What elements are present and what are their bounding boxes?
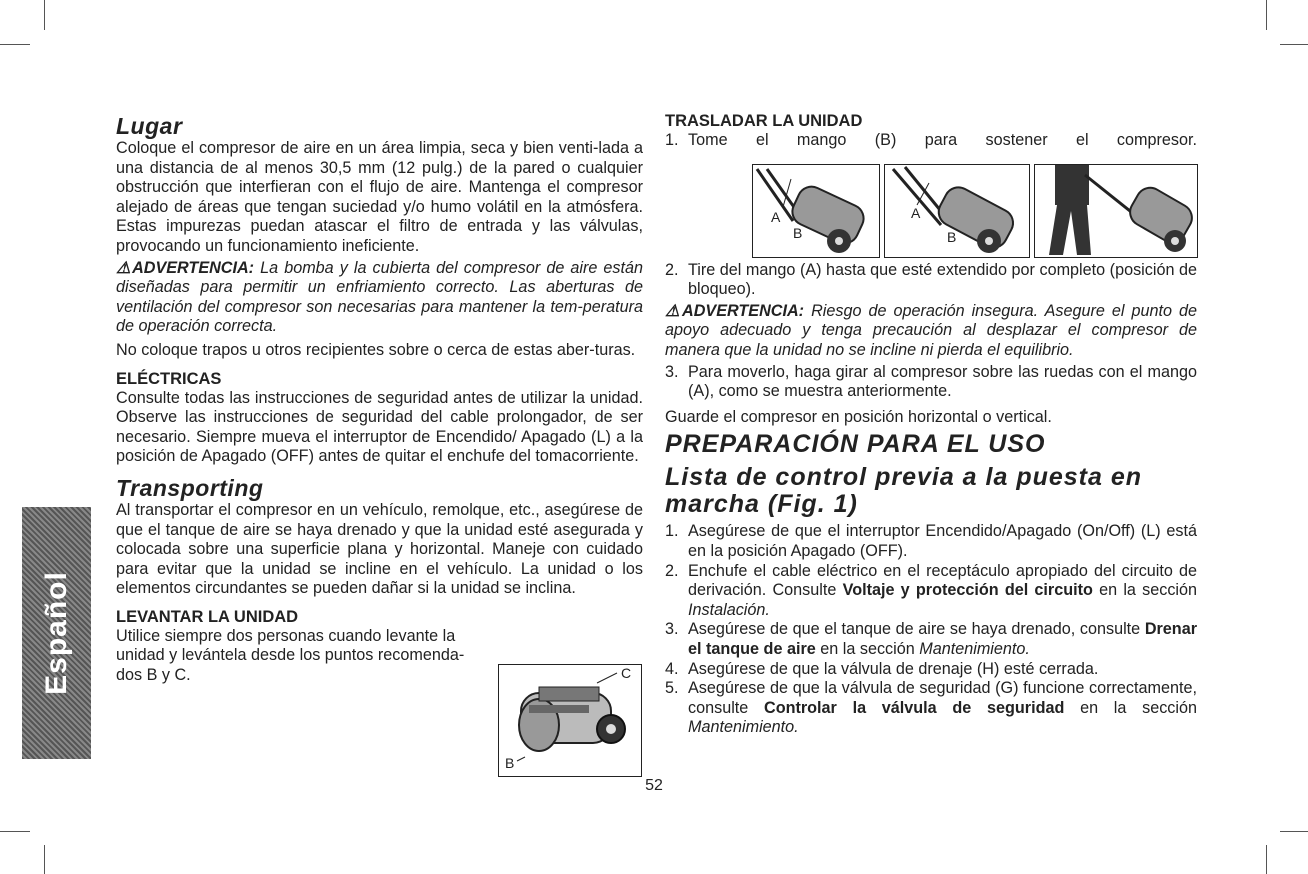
item-text: Para moverlo, haga girar al compresor sobre las ruedas con el mango (A), como se muestra anteriormente. — [688, 362, 1197, 401]
list-item — [665, 363, 1197, 402]
item-bold: Voltaje y protección del circuito — [842, 581, 1093, 600]
trasladar-steps-b — [665, 261, 1197, 300]
warning-label: ADVERTENCIA: — [682, 301, 805, 320]
item-number: 3. — [665, 362, 679, 381]
crop-mark — [0, 44, 30, 45]
item-italic: Mantenimiento. — [919, 639, 1030, 658]
electricas-paragraph: Consulte todas las instrucciones de seguridad antes de utilizar la unidad. Observe las instrucciones de seguridad del cable prolongador, de ser necesario. Siempre mueva el interruptor de Encendido/ Apagado (L) a la posición de Apagado (OFF) antes de quitar el enchufe del tomacorriente. — [116, 388, 643, 466]
item-text: Asegúrese de que el interruptor Encendido/Apagado (On/Off) (L) está en la posición Apagado (OFF). — [688, 522, 1197, 560]
no-coloque-paragraph: No coloque trapos u otros recipientes sobre o cerca de estas aber-turas. — [116, 340, 636, 359]
list-item — [665, 562, 1197, 621]
warning-text: Riesgo de operación insegura. Asegure el punto de apoyo adecuado y tenga precaución al desplazar el compresor de manera que la unidad no se incline ni pierda el equilibrio. — [665, 301, 1198, 359]
figure-label-a: A — [911, 205, 921, 221]
item-italic: Instalación. — [688, 600, 770, 619]
list-item — [665, 620, 1197, 659]
item-text: Tome el mango (B) para sostener el compresor. — [688, 131, 1197, 149]
item-text: Asegúrese de que la válvula de drenaje (H) esté cerrada. — [688, 659, 1099, 678]
item-number: 3. — [665, 620, 679, 639]
lugar-heading: Lugar — [116, 113, 183, 139]
item-number: 4. — [665, 659, 679, 678]
page-number: 52 — [645, 777, 663, 794]
warning-label-group: ⚠ADVERTENCIA: — [665, 301, 805, 320]
trasladar-heading: TRASLADAR LA UNIDAD — [665, 112, 863, 130]
list-item — [665, 261, 1197, 300]
item-text: Enchufe el cable eléctrico en el receptáculo apropiado del circuito de derivación. Consulte — [688, 561, 1197, 600]
figure-label-b: B — [505, 755, 515, 771]
item-text: Asegúrese de que el tanque de aire se haya drenado, consulte — [688, 620, 1145, 639]
warning-text: La bomba y la cubierta del compresor de aire están diseñadas para permitir un enfriamiento correcto. Las aberturas de ventilación del compresor son necesarias para mantener la tem-peratura de operación correcta. — [116, 258, 644, 336]
item-mid: en la sección — [1064, 698, 1197, 717]
warning-label: ADVERTENCIA: — [132, 258, 255, 277]
list-item — [665, 679, 1197, 738]
trasladar-steps-a — [665, 131, 1197, 151]
language-tab — [22, 507, 91, 759]
item-bold: Drenar el tanque de aire — [688, 620, 1197, 658]
item-mid: en la sección — [815, 639, 920, 658]
transport-figure-2 — [884, 164, 1030, 258]
left-column — [116, 113, 643, 686]
warning-paragraph — [116, 259, 643, 337]
list-item — [665, 660, 1197, 680]
lugar-paragraph: Coloque el compresor de aire en un área limpia, seca y bien venti-lada a una distancia de al menos 30,5 mm (12 pulg.) de la pared o cualquier obstrucción que interfieran con el flujo de aire. Mantenga el compresor alejado de áreas que tengan suciedad y/o humo volátil en la atmósfera. Estas impurezas puedan atascar el filtro de entrada y las válvulas, provocando un funcionamiento ineficiente. — [116, 139, 643, 255]
crop-mark — [44, 845, 45, 874]
figure-label-c: C — [621, 665, 632, 681]
item-text: Asegúrese de que la válvula de seguridad (G) funcione correctamente, consulte — [688, 679, 1197, 717]
warning-label-group: ⚠ADVERTENCIA: — [116, 258, 255, 277]
item-number: 2. — [665, 561, 679, 580]
compressor-illustration — [499, 665, 641, 776]
preparacion-heading: PREPARACIÓN PARA EL USO — [665, 430, 1046, 459]
electricas-heading: ELÉCTRICAS — [116, 369, 222, 388]
warning-paragraph — [665, 302, 1197, 361]
lista-heading: Lista de control previa a la puesta en marcha (Fig. 1) — [665, 463, 1143, 519]
figure-label-b: B — [793, 225, 803, 241]
transporting-heading: Transporting — [116, 474, 264, 501]
crop-mark — [1266, 0, 1267, 30]
item-number: 2. — [665, 260, 679, 279]
levantar-paragraph: Utilice siempre dos personas cuando levante la unidad y levántela desde los puntos recomenda-dos B y C. — [116, 626, 465, 685]
crop-mark — [1280, 831, 1308, 832]
trasladar-steps-c — [665, 363, 1197, 402]
transport-figure-3 — [1034, 164, 1198, 258]
item-number: 5. — [665, 679, 679, 698]
language-tab-label: Español — [39, 571, 73, 695]
figure-label-b: B — [947, 229, 957, 245]
item-text: Tire del mango (A) hasta que esté extendido por completo (posición de bloqueo). — [688, 260, 1197, 299]
person-rolling-compressor-illustration — [1035, 165, 1197, 257]
crop-mark — [1266, 845, 1267, 874]
list-item — [665, 522, 1197, 561]
levantar-heading: LEVANTAR LA UNIDAD — [116, 607, 299, 626]
guarde-paragraph: Guarde el compresor en posición horizontal o vertical. — [665, 407, 1052, 426]
item-mid: en la sección — [1092, 581, 1198, 600]
lifting-figure — [498, 664, 642, 777]
item-number: 1. — [665, 131, 679, 149]
crop-mark — [1280, 44, 1308, 45]
item-bold: Controlar la válvula de seguridad — [764, 698, 1065, 717]
crop-mark — [44, 0, 45, 30]
item-italic: Mantenimiento. — [688, 718, 799, 737]
transporting-paragraph: Al transportar el compresor en un vehículo, remolque, etc., asegúrese de que el tanque de aire se haya drenado y que la unidad esté asegurada y colocada sobre una superficie plana y horizontal. Maneje con cuidado para evitar que la unidad se incline en el vehículo. La unidad o los elementos circundantes se pueden dañar si la unidad se inclina. — [116, 500, 643, 598]
list-item — [665, 131, 1197, 151]
figure-label-a: A — [771, 209, 781, 225]
compressor-extended-handle-illustration — [885, 165, 1029, 257]
crop-mark — [0, 831, 30, 832]
checklist — [665, 522, 1197, 738]
item-number: 1. — [665, 522, 679, 541]
transport-figure-1 — [752, 164, 880, 258]
